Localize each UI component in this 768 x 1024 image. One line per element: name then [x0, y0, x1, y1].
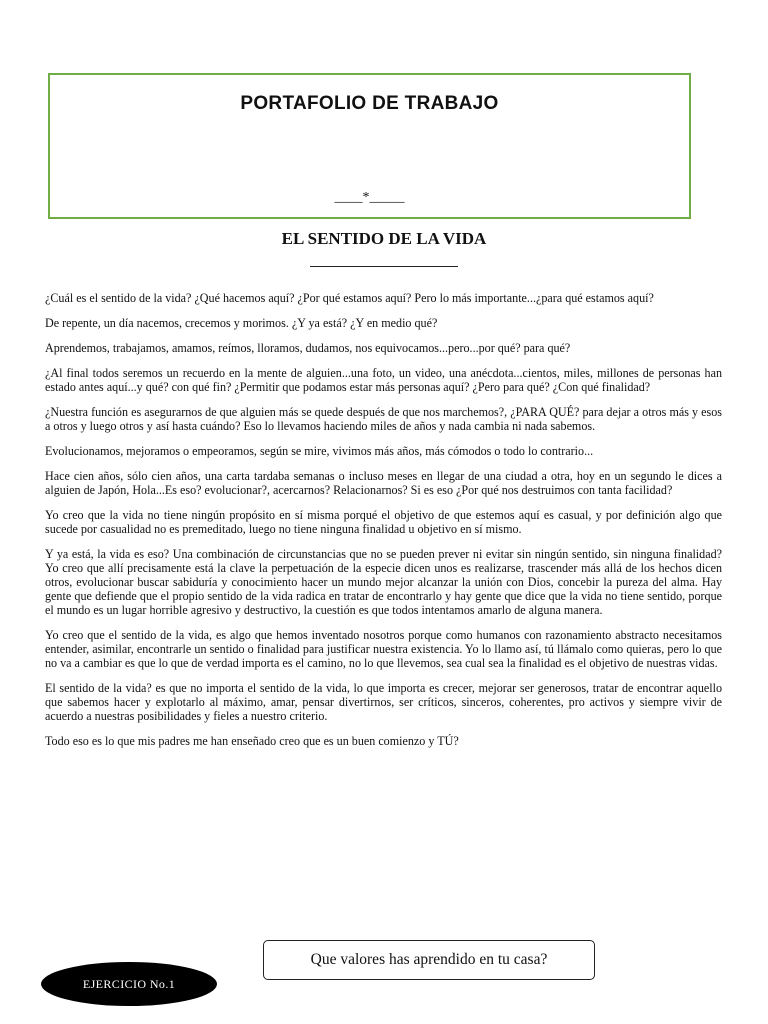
paragraph: El sentido de la vida? es que no importa el sentido de la vida, lo que importa es crecer, mejorar ser generosos, tratar de encontrar aquello que sabemos hacer y explotarlo al máximo, amar, pensar divertirnos, ser críticos, sinceros, coherentes, pro activos y siempre vivir de acuerdo a nuestras posibilidades y fieles a nuestro criterio.: [45, 681, 722, 723]
paragraph: De repente, un día nacemos, crecemos y morimos. ¿Y ya está? ¿Y en medio qué?: [45, 316, 438, 330]
paragraph: Hace cien años, sólo cien años, una carta tardaba semanas o incluso meses en llegar de una ciudad a otra, hoy en un segundo le dices a alguien de Japón, Hola...Es eso? evolucionar?, acercarnos? Relacionarnos? Si es eso ¿Por qué nos destruimos con tanta facilidad?: [45, 469, 722, 497]
portfolio-title: PORTAFOLIO DE TRABAJO: [240, 93, 499, 114]
document-title: EL SENTIDO DE LA VIDA: [281, 229, 487, 248]
exercise-label: EJERCICIO No.1: [82, 976, 176, 991]
paragraph: ¿Al final todos seremos un recuerdo en la mente de alguien...una foto, un video, una anécdota...cientos, miles, millones de personas han estado antes aquí...y qué? con qué fin? ¿Permitir que podamos estar más personas aquí? ¿Pero para qué? ¿Con qué finalidad?: [45, 366, 722, 394]
question-text: Que valores has aprendido en tu casa?: [310, 951, 548, 968]
paragraph: Todo eso es lo que mis padres me han enseñado creo que es un buen comienzo y TÚ?: [45, 734, 459, 748]
paragraph: ¿Nuestra función es asegurarnos de que alguien más se quede después de que nos marchemos?, ¿PARA QUÉ? para dejar a otros más y esos a otros y luego otros y así hasta cuándo? Eso lo llevamos haciendo miles de años y nada cambia ni nada sabemos.: [45, 405, 722, 433]
paragraph: Yo creo que el sentido de la vida, es algo que hemos inventado nosotros porque como humanos con razonamiento abstracto necesitamos entender, asimilar, encontrarle un sentido o finalidad para justificar nuestra existencia. Yo lo llamo así, tú llámalo como quieras, pero lo que no va a cambiar es que lo que de verdad importa es el camino, no lo que llevemos, sea cual sea la finalidad es el objetivo de nuestras vidas.: [45, 628, 722, 670]
header-box: [48, 73, 691, 219]
paragraph: Yo creo que la vida no tiene ningún propósito en sí misma porqué el objetivo de que estemos aquí es casual, y por definición algo que sucede por casualidad no es premeditado, luego no tiene ninguna finalidad u objetivo en sí mismo.: [45, 508, 722, 536]
header-separator: ____*_____: [334, 190, 405, 205]
paragraph: Evolucionamos, mejoramos o empeoramos, según se mire, vivimos más años, más cómodos o todo lo contrario...: [45, 444, 594, 458]
document-body: [45, 291, 722, 759]
paragraph: Aprendemos, trabajamos, amamos, reímos, lloramos, dudamos, nos equivocamos...pero...por qué? para qué?: [45, 341, 571, 355]
exercise-badge: [41, 962, 217, 1006]
question-box: [263, 940, 595, 980]
paragraph: ¿Cuál es el sentido de la vida? ¿Qué hacemos aquí? ¿Por qué estamos aquí? Pero lo más importante...¿para qué estamos aquí?: [45, 291, 654, 305]
title-underline: [310, 266, 458, 267]
paragraph: Y ya está, la vida es eso? Una combinación de circunstancias que no se pueden prever ni evitar sin ningún sentido, sin ninguna finalidad? Yo creo que allí precisamente está la clave la perpetuación de la especie dicen unos es realizarse, trascender más allá de los hechos dicen otros, evolucionar buscar sabiduría y conocimiento hacer un mundo mejor alcanzar la unión con Dios, concebir la pureza del alma. Hay gente que defiende que el propio sentido de la vida radica en tratar de encontrarlo y hay gente que dice que la vida no tiene sentido, porque el mundo es un lugar horrible agresivo y destructivo, la cuestión es que todos intentamos amarlo de alguna manera.: [45, 547, 722, 617]
